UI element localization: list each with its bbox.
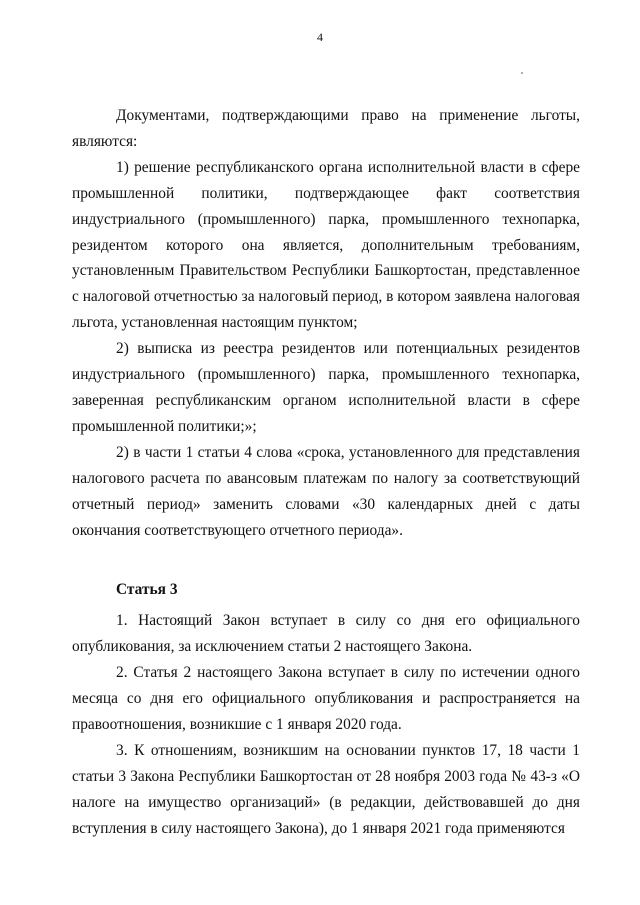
- article-clause-3: 3. К отношениям, возникшим на основании пунктов 17, 18 части 1 статьи 3 Закона Республики Башкортостан от 28 ноября 2003 года № 43-з «О налоге на имущество организаций» (в редакции, действовавшей до дня вступления в силу настоящего Закона), до 1 января 2021 года применяются: [72, 741, 580, 837]
- list-item-2-registry-extract: 2) выписка из реестра резидентов или потенциальных резидентов индустриального (промышленного) парка, промышленного технопарка, заверенная республиканским органом исполнительной власти в сфере промышленной политики;»;: [72, 340, 580, 435]
- amendment-paragraph: 2) в части 1 статьи 4 слова «срока, установленного для представления налогового расчета по авансовым платежам по налогу за соответствующий отчетный период» заменить словами «30 календарных дней с даты окончания соответствующего отчетного периода».: [72, 443, 580, 539]
- document-body: [72, 103, 580, 841]
- article-clause-1: 1. Настоящий Закон вступает в силу со дня его официального опубликования, за исключением статьи 2 настоящего Закона.: [72, 612, 580, 656]
- intro-paragraph: Документами, подтверждающими право на применение льготы, являются:: [72, 107, 580, 150]
- article-clause-2: 2. Статья 2 настоящего Закона вступает в силу по истечении одного месяца со дня его официального опубликования и распространяется на правоотношения, возникшие с 1 января 2020 года.: [72, 664, 580, 733]
- article-heading: Статья 3: [116, 581, 178, 599]
- page-number: 4: [317, 30, 323, 44]
- list-item-1-decision: 1) решение республиканского органа исполнительной власти в сфере промышленной политики, подтверждающее факт соответствия индустриального (промышленного) парка, промышленного технопарка, резидентом которого она является, дополнительным требованиям, установленным Правительством Республики Башкортостан, представленное с налоговой отчетностью за налоговый период, в котором заявлена налоговая льгота, установленная настоящим пунктом;: [72, 158, 580, 332]
- scan-speck: [521, 72, 523, 74]
